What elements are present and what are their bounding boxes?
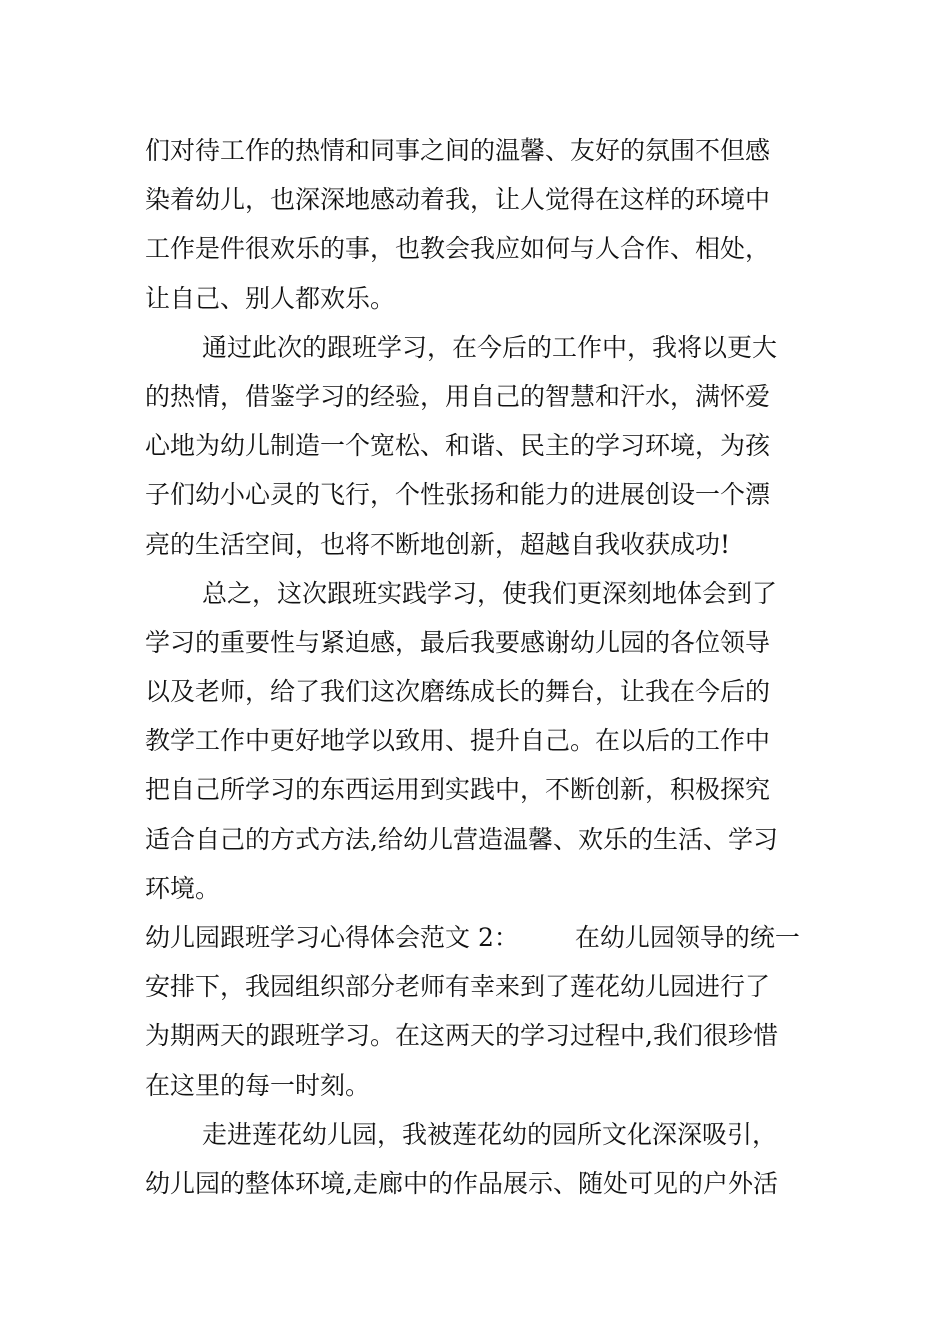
text-line: 学习的重要性与紧迫感，最后我要感谢幼儿园的各位领导 <box>145 627 771 657</box>
text-line: 心地为幼儿制造一个宽松、和谐、民主的学习环境，为孩 <box>145 431 771 461</box>
text-line: 工作是件很欢乐的事，也教会我应如何与人合作、相处， <box>145 234 771 264</box>
document-body <box>145 126 810 1208</box>
text-line: 让自己、别人都欢乐。 <box>145 283 396 313</box>
text-line: 为期两天的跟班学习。在这两天的学习过程中,我们很珍惜 <box>145 1021 778 1051</box>
text-line: 亮的生活空间，也将不断地创新，超越自我收获成功! <box>145 529 731 559</box>
text-line: 子们幼小心灵的飞行，个性张扬和能力的进展创设一个漂 <box>145 480 771 510</box>
text-line: 染着幼儿，也深深地感动着我，让人觉得在这样的环境中 <box>145 185 771 215</box>
paragraph-start-line: 总之，这次跟班实践学习，使我们更深刻地体会到了 <box>202 578 778 608</box>
text-line: 教学工作中更好地学以致用、提升自己。在以后的工作中 <box>145 726 771 756</box>
text-line: 环境。 <box>145 873 221 903</box>
text-line: 安排下，我园组织部分老师有幸来到了莲花幼儿园进行了 <box>145 972 771 1002</box>
paragraph-start-line: 走进莲花幼儿园，我被莲花幼的园所文化深深吸引， <box>202 1119 778 1149</box>
text-line: 的热情，借鉴学习的经验，用自己的智慧和汗水，满怀爱 <box>145 381 771 411</box>
section-heading-continuation: 在幼儿园领导的统一 <box>574 923 800 952</box>
text-line: 在这里的每一时刻。 <box>145 1070 371 1100</box>
text-line: 幼儿园的整体环境,走廊中的作品展示、随处可见的户外活 <box>145 1168 778 1198</box>
text-line: 把自己所学习的东西运用到实践中，不断创新，积极探究 <box>145 775 771 805</box>
section-heading-title: 幼儿园跟班学习心得体会范文 2： <box>145 923 519 952</box>
paragraph-start-line: 通过此次的跟班学习，在今后的工作中，我将以更大 <box>202 332 778 362</box>
text-line: 适合自己的方式方法,给幼儿营造温馨、欢乐的生活、学习 <box>145 824 778 854</box>
text-line: 以及老师，给了我们这次磨练成长的舞台，让我在今后的 <box>145 677 771 707</box>
text-line: 们对待工作的热情和同事之间的温馨、友好的氛围不但感 <box>145 136 771 165</box>
section-heading-line <box>145 913 810 962</box>
